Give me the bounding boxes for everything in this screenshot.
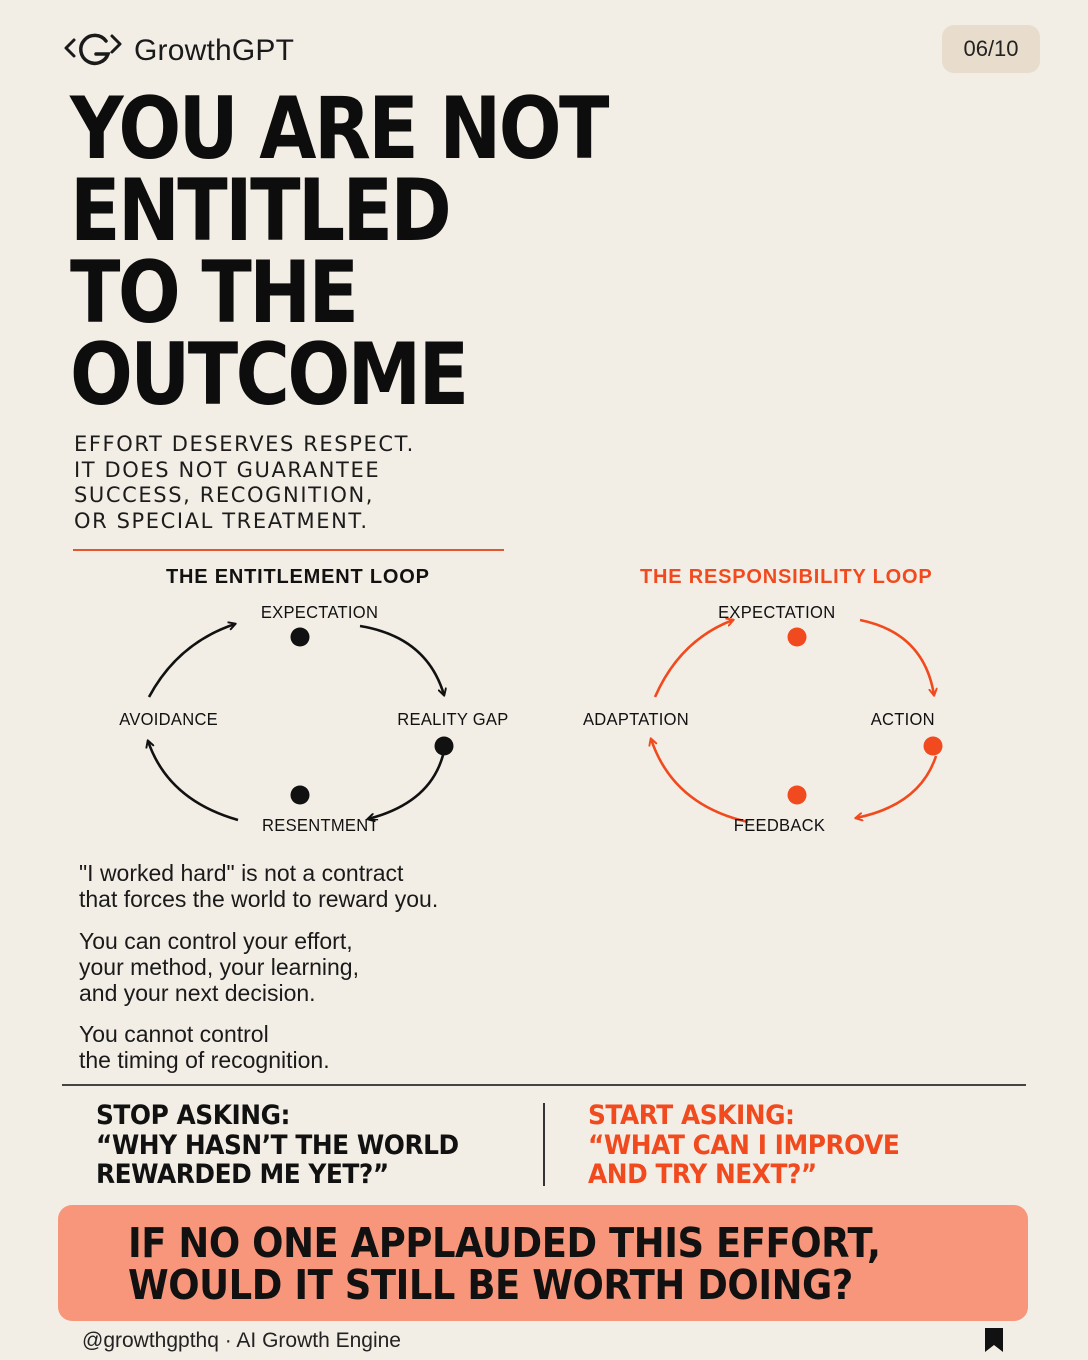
body-line: and your next decision. <box>79 980 316 1006</box>
loop-arrow <box>856 756 936 818</box>
title-line: YOU ARE NOT <box>70 79 607 179</box>
entitlement-loop-title: THE ENTITLEMENT LOOP <box>166 566 430 588</box>
callout-line: IF NO ONE APPLAUDED THIS EFFORT, <box>128 1219 881 1267</box>
loop-node-dot <box>788 786 807 805</box>
node-label-avoidance: AVOIDANCE <box>119 708 219 730</box>
responsibility-loop <box>583 601 943 835</box>
title-line: OUTCOME <box>70 325 467 425</box>
body-paragraph <box>79 860 438 912</box>
body-line: You can control your effort, <box>79 928 353 954</box>
subheading-line: OR SPECIAL TREATMENT. <box>74 508 369 533</box>
bookmark-icon[interactable] <box>983 1327 1005 1358</box>
subheading-line: IT DOES NOT GUARANTEE <box>74 457 381 482</box>
title-line: ENTITLED <box>70 161 450 261</box>
stop-asking-line: REWARDED ME YET?” <box>96 1159 389 1190</box>
loop-node-dot <box>291 786 310 805</box>
loop-node-dot <box>291 628 310 647</box>
loop-node-dot <box>435 737 454 756</box>
subheading-line: EFFORT DESERVES RESPECT. <box>74 432 415 456</box>
brand-name: GrowthGPT <box>134 33 295 67</box>
body-paragraph <box>79 1021 330 1073</box>
start-asking-block <box>588 1101 899 1190</box>
node-label-adaptation: ADAPTATION <box>582 708 690 730</box>
node-label-feedback: FEEDBACK <box>733 814 826 836</box>
body-line: You cannot control <box>79 1021 269 1047</box>
stop-asking-block <box>96 1101 459 1190</box>
entitlement-loop <box>119 601 508 835</box>
body-line: your method, your learning, <box>79 954 359 980</box>
body-line: the timing of recognition. <box>79 1047 330 1073</box>
vertical-divider <box>543 1103 545 1186</box>
node-label-reality-gap: REALITY GAP <box>397 708 509 730</box>
start-asking-line: AND TRY NEXT?” <box>588 1159 817 1190</box>
node-label-expectation: EXPECTATION <box>260 601 379 623</box>
loop-arrow <box>368 755 443 819</box>
subheading-line: SUCCESS, RECOGNITION, <box>74 483 375 507</box>
node-label-expectation: EXPECTATION <box>718 601 836 623</box>
responsibility-loop-title: THE RESPONSIBILITY LOOP <box>640 566 933 588</box>
loop-arrow <box>149 624 235 697</box>
title-line: TO THE <box>70 243 357 343</box>
stop-asking-line: “WHY HASN’T THE WORLD <box>96 1129 459 1161</box>
loop-arrow <box>148 741 238 820</box>
loop-arrow <box>655 620 733 697</box>
loop-arrow <box>860 620 934 695</box>
stop-asking-label: STOP ASKING: <box>96 1100 291 1131</box>
loop-node-dot <box>924 737 943 756</box>
loop-node-dot <box>788 628 807 647</box>
node-label-resentment: RESENTMENT <box>262 814 379 836</box>
loop-arrow <box>651 739 748 822</box>
loop-arrow <box>360 626 444 695</box>
page-counter-text: 06/10 <box>963 36 1019 61</box>
body-line: that forces the world to reward you. <box>79 886 439 912</box>
start-asking-line: “WHAT CAN I IMPROVE <box>588 1129 900 1161</box>
body-paragraph <box>79 928 359 1006</box>
section-divider <box>62 1084 1026 1086</box>
callout-question <box>128 1219 881 1309</box>
callout-line: WOULD IT STILL BE WORTH DOING? <box>128 1261 853 1309</box>
node-label-action: ACTION <box>870 708 935 730</box>
start-asking-label: START ASKING: <box>588 1100 795 1131</box>
body-line: "I worked hard" is not a contract <box>79 860 404 886</box>
footer-handle: @growthgpthq · AI Growth Engine <box>82 1329 401 1352</box>
